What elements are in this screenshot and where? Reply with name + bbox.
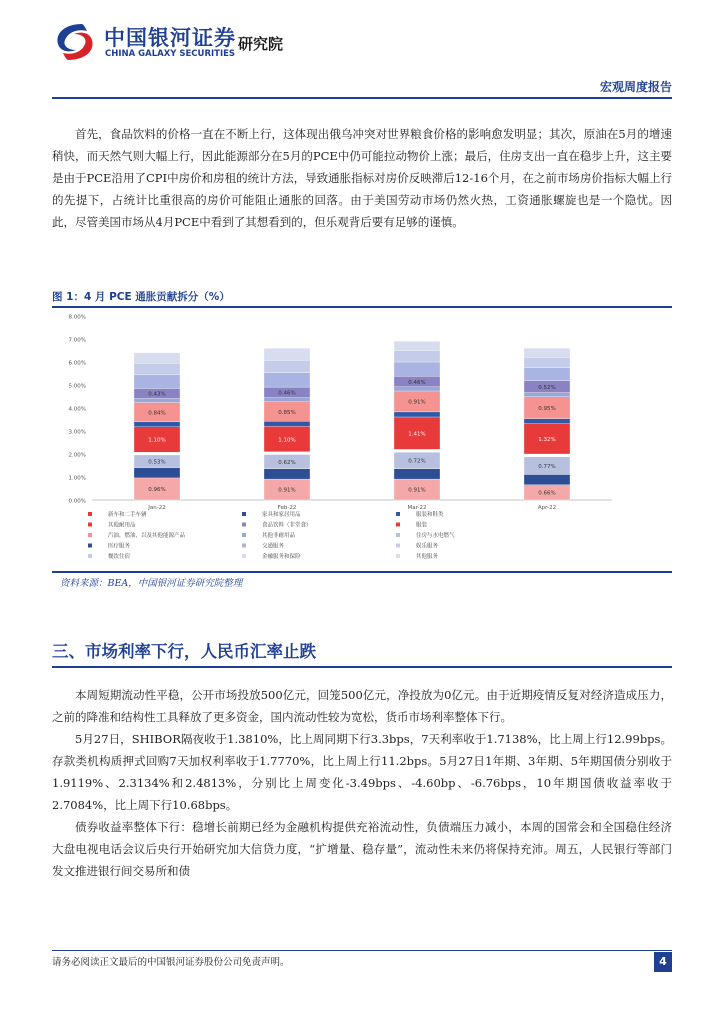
bar-segment bbox=[134, 375, 180, 389]
bar-data-label: 0.46% bbox=[278, 390, 296, 397]
bar-segment bbox=[394, 341, 440, 350]
bar-segment bbox=[394, 387, 440, 391]
legend-label: 住房与水电燃气 bbox=[416, 533, 455, 539]
body-paragraph: 5月27日，SHIBOR隔夜收于1.3810%，比上周同期下行3.3bps，7天利率收于1.7138%，比上周上行12.99bps。存款类机构质押式回购7天加权利率收于1.7770%，比上周上行11.2bps。5月27日1年期、3年期、5年期国债分别收于1.9119%、2.3134%和2.4813%，分别比上周变化-3.49bps、-4.60bp、-6.76bps，10年期国债收益率收于2.7084%，比上周下行10.68bps。 bbox=[52, 732, 672, 812]
intro-paragraph: 首先，食品饮料的价格一直在不断上行，这体现出俄乌冲突对世界粮食价格的影响愈发明显；其次，原油在5月的增速稍快，而天然气则大幅上行，因此能源部分在5月的PCE中仍可能拉动物价上涨；最后，住房支出一直在稳步上升，这主要是由于PCE沿用了CPI中房价和房租的统计方法，导致通胀指标对房价反映滞后12-16个月，在之前市场房价指标大幅上行的先提下，占统计比重很高的房价可能阻止通胀的回落。由于美国劳动市场仍然火热，工资通胀螺旋也是一个隐忧。因此，尽管美国市场从4月PCE中看到了其想看到的，但乐观背后要有足够的谨慎。 bbox=[52, 127, 672, 229]
legend-label: 餐饮住宿 bbox=[108, 554, 131, 560]
y-tick-label: 6.00% bbox=[68, 360, 86, 367]
y-tick-label: 4.00% bbox=[68, 406, 86, 413]
section-title: 三、市场利率下行，人民币汇率止跌 bbox=[52, 642, 316, 661]
body-paragraphs bbox=[52, 684, 672, 882]
y-tick-label: 5.00% bbox=[68, 383, 86, 390]
y-tick-label: 8.00% bbox=[68, 314, 86, 321]
bar-data-label: 0.43% bbox=[148, 391, 166, 398]
y-tick-label: 7.00% bbox=[68, 337, 86, 344]
bar-segment bbox=[264, 373, 310, 387]
x-tick-label: Mar-22 bbox=[407, 505, 427, 511]
bar-segment bbox=[134, 353, 180, 363]
bar-segment bbox=[134, 422, 180, 427]
bar-segment bbox=[524, 454, 570, 457]
legend-swatch bbox=[242, 523, 246, 527]
legend-label: 新车和二手车辆 bbox=[108, 512, 147, 518]
legend-swatch bbox=[88, 544, 92, 548]
bar-data-label: 0.62% bbox=[278, 459, 296, 466]
body-paragraph: 本周短期流动性平稳，公开市场投放500亿元，回笼500亿元，净投放为0亿元。由于近期疫情反复对经济造成压力，之前的降准和结构性工具释放了更多资金，国内流动性较为宽松，货币市场利率整体下行。 bbox=[52, 688, 672, 724]
body-paragraph: 债券收益率整体下行：稳增长前期已经为金融机构提供充裕流动性，负债端压力减小，本周的国常会和全国稳住经济大盘电视电话会议后央行开始研究加大信贷力度，“扩增量、稳存量”，流动性未来仍将保持充沛。周五，人民银行等部门发文推进银行间交易所和债 bbox=[52, 820, 672, 878]
bar-segment bbox=[134, 363, 180, 375]
y-tick-label: 2.00% bbox=[68, 452, 86, 459]
bar-data-label: 0.72% bbox=[408, 458, 426, 465]
bar-segment bbox=[134, 452, 180, 455]
legend-label: 服装 bbox=[416, 522, 428, 529]
legend-swatch bbox=[88, 554, 92, 558]
figure-source: 资料来源：BEA，中国银河证券研究院整理 bbox=[60, 578, 243, 589]
bar-data-label: 0.66% bbox=[538, 490, 556, 497]
report-type-label: 宏观周度报告 bbox=[599, 80, 672, 94]
legend-swatch bbox=[242, 533, 246, 537]
page-number: 4 bbox=[654, 952, 672, 972]
bar-segment bbox=[264, 421, 310, 426]
legend-label: 家具和家居用品 bbox=[262, 512, 301, 518]
disclaimer-text: 请务必阅读正文最后的中国银河证券股份公司免责声明。 bbox=[52, 957, 290, 968]
bar-segment bbox=[134, 468, 180, 478]
company-logo-icon bbox=[52, 20, 98, 64]
bar-data-label: 0.84% bbox=[148, 410, 166, 417]
bar-segment bbox=[394, 412, 440, 417]
bar-data-label: 0.52% bbox=[538, 384, 556, 391]
bar-segment bbox=[524, 419, 570, 424]
bar-segment bbox=[394, 351, 440, 363]
legend-swatch bbox=[242, 554, 246, 558]
header-divider bbox=[52, 97, 672, 99]
bar-data-label: 0.53% bbox=[148, 459, 166, 466]
legend-label: 娱乐服务 bbox=[416, 543, 439, 550]
bar-data-label: 0.46% bbox=[408, 379, 426, 386]
x-tick-label: Feb-22 bbox=[277, 505, 297, 511]
brand-name-cn: 中国银河证券 bbox=[104, 26, 236, 50]
legend-label: 金融服务和保险 bbox=[262, 554, 301, 560]
footer-divider bbox=[52, 950, 672, 951]
institute-name: 研究院 bbox=[238, 35, 284, 53]
legend-swatch bbox=[396, 512, 400, 516]
legend-label: 医疗服务 bbox=[108, 543, 131, 550]
x-tick-label: Apr-22 bbox=[537, 505, 557, 511]
bar-data-label: 0.96% bbox=[148, 487, 166, 494]
bar-segment bbox=[394, 449, 440, 452]
legend-label: 其他服务 bbox=[416, 554, 439, 560]
legend-swatch bbox=[88, 512, 92, 516]
bar-data-label: 1.10% bbox=[148, 437, 166, 444]
bar-segment bbox=[524, 357, 570, 367]
y-tick-label: 0.00% bbox=[68, 498, 86, 505]
bar-segment bbox=[524, 348, 570, 357]
bar-segment bbox=[264, 398, 310, 402]
bar-segment bbox=[264, 452, 310, 455]
figure-bottom-divider bbox=[52, 571, 672, 573]
legend-label: 汽油，燃油，以及其他能源产品 bbox=[108, 533, 186, 539]
legend-swatch bbox=[396, 523, 400, 527]
bar-data-label: 0.85% bbox=[278, 409, 296, 416]
legend-swatch bbox=[242, 512, 246, 516]
bar-segment bbox=[524, 393, 570, 397]
bar-data-label: 0.91% bbox=[408, 399, 426, 406]
legend-label: 食品饮料（非堂食） bbox=[262, 522, 312, 529]
legend-swatch bbox=[396, 533, 400, 537]
bar-data-label: 1.41% bbox=[408, 431, 426, 438]
y-tick-label: 1.00% bbox=[68, 475, 86, 482]
legend-label: 其他非耐用品 bbox=[262, 533, 296, 539]
legend-label: 交通服务 bbox=[262, 543, 285, 550]
bar-segment bbox=[264, 348, 310, 360]
section-divider bbox=[52, 666, 672, 668]
bar-data-label: 0.77% bbox=[538, 463, 556, 470]
legend-label: 服装和鞋类 bbox=[416, 512, 444, 518]
legend-swatch bbox=[396, 554, 400, 558]
legend-swatch bbox=[396, 544, 400, 548]
bar-segment bbox=[134, 398, 180, 402]
bar-segment bbox=[394, 469, 440, 479]
figure-title: 图 1：4 月 PCE 通胀贡献拆分（%） bbox=[52, 291, 230, 303]
bar-data-label: 1.32% bbox=[538, 437, 556, 444]
bar-segment bbox=[264, 360, 310, 373]
x-tick-label: Jan-22 bbox=[148, 505, 166, 511]
y-tick-label: 3.00% bbox=[68, 429, 86, 436]
legend-swatch bbox=[242, 544, 246, 548]
bar-segment bbox=[524, 368, 570, 381]
bar-data-label: 0.91% bbox=[278, 487, 296, 494]
legend-swatch bbox=[88, 523, 92, 527]
pce-contribution-chart bbox=[52, 308, 672, 570]
bar-segment bbox=[264, 469, 310, 479]
bar-data-label: 0.95% bbox=[538, 405, 556, 412]
bar-data-label: 1.10% bbox=[278, 437, 296, 444]
bar-segment bbox=[394, 362, 440, 376]
brand-name-en: CHINA GALAXY SECURITIES bbox=[105, 49, 236, 59]
legend-label: 其他耐用品 bbox=[108, 522, 136, 529]
bar-data-label: 0.91% bbox=[408, 487, 426, 494]
legend-swatch bbox=[88, 533, 92, 537]
bar-segment bbox=[524, 474, 570, 484]
